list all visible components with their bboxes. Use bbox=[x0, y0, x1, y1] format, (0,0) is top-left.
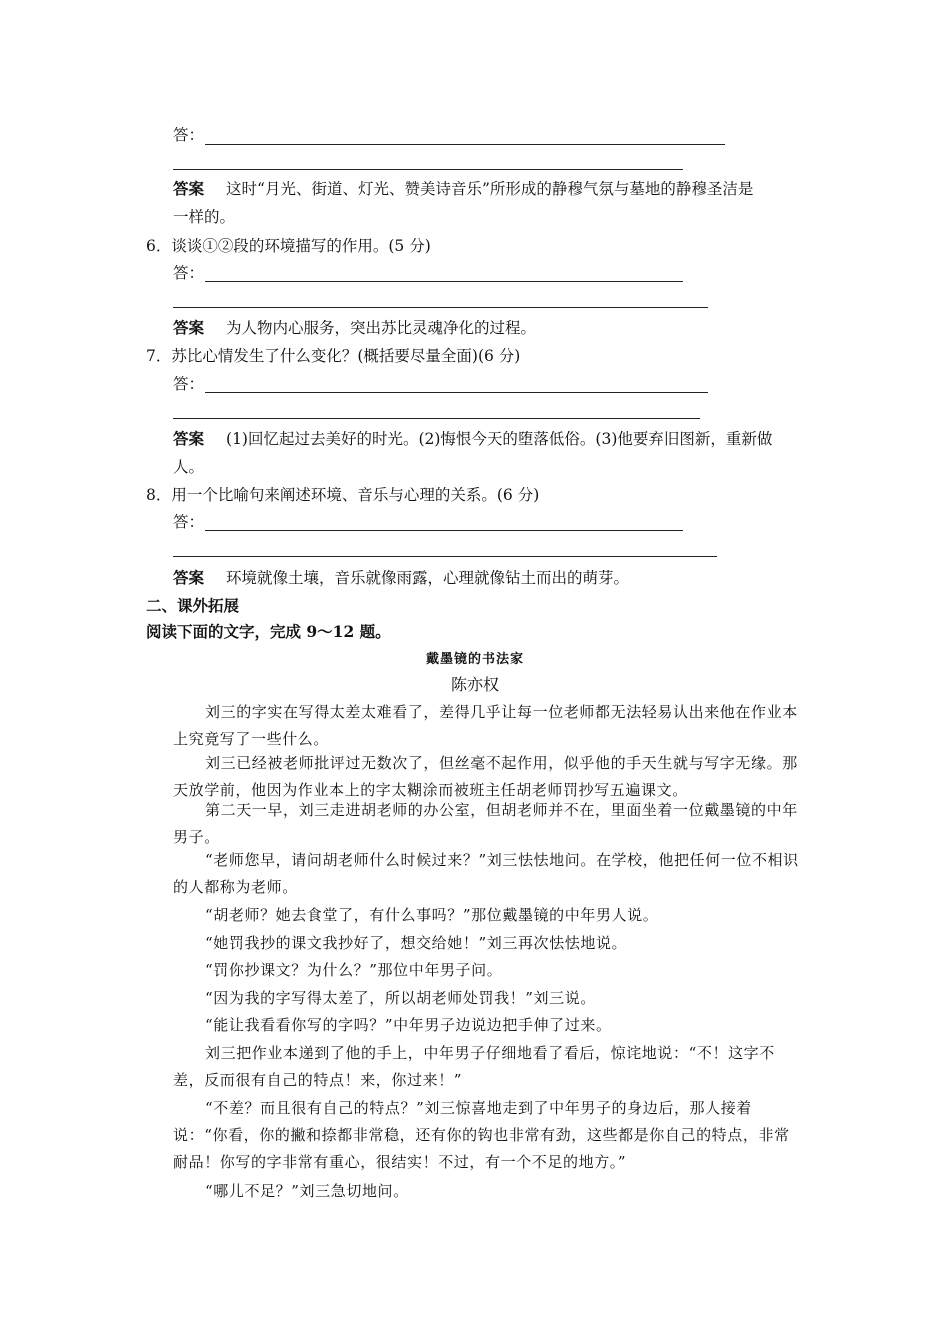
answer-label: 答案 bbox=[173, 318, 205, 337]
q5-answer-cont: 一样的。 bbox=[173, 208, 236, 226]
answer-prefix: 答： bbox=[173, 513, 205, 531]
q6-answer bbox=[173, 317, 536, 339]
answer-prefix: 答： bbox=[173, 264, 205, 282]
story-paragraph: “哪儿不足？”刘三急切地问。 bbox=[205, 1182, 409, 1200]
story-paragraph: 刘三已经被老师批评过无数次了，但丝毫不起作用，似乎他的手天生就与写字无缘。那天放学前，他因为作业本上的字太糊涂而被班主任胡老师罚抄写五遍课文。 bbox=[173, 754, 798, 799]
story-paragraph: “能让我看看你写的字吗？”中年男子边说边把手伸了过来。 bbox=[205, 1016, 612, 1034]
section-heading: 二、课外拓展 bbox=[146, 596, 240, 615]
story-paragraph: “胡老师？她去食堂了，有什么事吗？”那位戴墨镜的中年男人说。 bbox=[205, 906, 659, 924]
answer-line bbox=[205, 530, 683, 531]
q5-answer bbox=[173, 178, 753, 200]
q6-answer-text: 为人物内心服务，突出苏比灵魂净化的过程。 bbox=[226, 319, 537, 337]
q7-question bbox=[146, 345, 520, 367]
story-paragraph: 刘三的字实在写得太差太难看了，差得几乎让每一位老师都无法轻易认出来他在作业本上究竟写了一些什么。 bbox=[173, 703, 798, 748]
answer-prefix: 答： bbox=[173, 126, 205, 144]
answer-line bbox=[173, 418, 700, 419]
q6-number: 6． bbox=[146, 237, 172, 255]
story-paragraph: “因为我的字写得太差了，所以胡老师处罚我！”刘三说。 bbox=[205, 989, 596, 1007]
story-title: 戴墨镜的书法家 bbox=[425, 652, 524, 667]
q7-text: 苏比心情发生了什么变化？(概括要尽量全面)(6 分) bbox=[171, 347, 521, 365]
q7-answer bbox=[173, 428, 772, 450]
q8-answer bbox=[173, 567, 629, 589]
answer-line bbox=[173, 169, 683, 170]
q6-question bbox=[146, 235, 431, 257]
q8-question bbox=[146, 484, 539, 506]
answer-label: 答案 bbox=[173, 568, 205, 587]
answer-label: 答案 bbox=[173, 429, 205, 448]
q7-answer-text: (1)回忆起过去美好的时光。(2)悔恨今天的堕落低俗。(3)他要弃旧图新，重新做 bbox=[226, 430, 773, 448]
section-instruction: 阅读下面的文字，完成 9～12 题。 bbox=[146, 622, 391, 641]
story-paragraph: “不差？而且很有自己的特点？”刘三惊喜地走到了中年男子的身边后，那人接着说：“你看，你的撇和捺都非常稳，还有你的钩也非常有劲，这些都是你自己的特点，非常耐品！你写的字非常有重心，很结实！不过，有一个不足的地方。” bbox=[173, 1099, 790, 1171]
story-paragraph: “她罚我抄的课文我抄好了，想交给她！”刘三再次怯怯地说。 bbox=[205, 934, 628, 952]
q7-answer-cont: 人。 bbox=[173, 458, 205, 476]
answer-line bbox=[205, 392, 708, 393]
q8-text: 用一个比喻句来阐述环境、音乐与心理的关系。(6 分) bbox=[171, 486, 540, 504]
story-paragraph: 刘三把作业本递到了他的手上，中年男子仔细地看了看后，惊诧地说：“不！这字不差，反而很有自己的特点！来，你过来！” bbox=[173, 1044, 775, 1089]
story-paragraph: 第二天一早，刘三走进胡老师的办公室，但胡老师并不在，里面坐着一位戴墨镜的中年男子。 bbox=[173, 801, 798, 846]
story-paragraph: “老师您早，请问胡老师什么时候过来？”刘三怯怯地问。在学校，他把任何一位不相识的人都称为老师。 bbox=[173, 851, 799, 896]
story-paragraph: “罚你抄课文？为什么？”那位中年男子问。 bbox=[205, 961, 503, 979]
q8-answer-text: 环境就像土壤，音乐就像雨露，心理就像钻土而出的萌芽。 bbox=[226, 569, 630, 587]
q6-text: 谈谈①②段的环境描写的作用。(5 分) bbox=[171, 237, 431, 255]
q7-number: 7． bbox=[146, 347, 172, 365]
q8-number: 8． bbox=[146, 486, 172, 504]
answer-line bbox=[173, 556, 717, 557]
answer-line bbox=[205, 144, 725, 145]
answer-line bbox=[173, 307, 708, 308]
answer-line bbox=[205, 281, 683, 282]
story-author: 陈亦权 bbox=[450, 675, 499, 694]
q5-answer-text: 这时“月光、街道、灯光、赞美诗音乐”所形成的静穆气氛与墓地的静穆圣洁是 bbox=[226, 180, 754, 198]
answer-prefix: 答： bbox=[173, 375, 205, 393]
answer-label: 答案 bbox=[173, 179, 205, 198]
